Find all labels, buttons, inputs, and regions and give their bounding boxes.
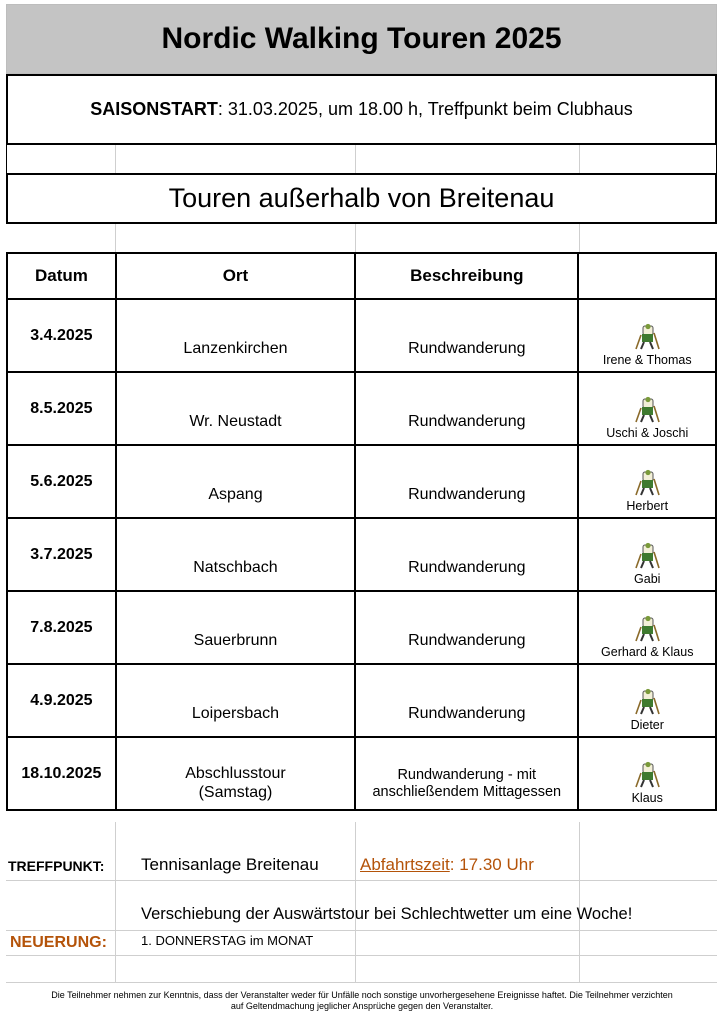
row-ort — [116, 299, 355, 372]
season-start-text: : 31.03.2025, um 18.00 h, Treffpunkt beim Clubhaus — [217, 99, 633, 119]
row-ort-line-1: Natschbach — [193, 559, 278, 576]
row-description-line-1: Rundwanderung - mit — [397, 766, 537, 783]
bad-weather-note: Verschiebung der Auswärtstour bei Schlechtwetter um eine Woche! — [141, 905, 633, 923]
row-guide — [578, 299, 716, 372]
abfahrt-info — [360, 855, 534, 875]
table-row — [7, 445, 716, 518]
row-date: 4.9.2025 — [7, 664, 116, 737]
row-ort — [116, 737, 355, 810]
row-guide — [578, 372, 716, 445]
row-description — [355, 372, 578, 445]
row-ort-line-1: Lanzenkirchen — [183, 340, 288, 357]
row-guide-name: Dieter — [630, 718, 664, 732]
row-date: 7.8.2025 — [7, 591, 116, 664]
row-description-line-1: Rundwanderung — [408, 559, 526, 576]
table-row — [7, 372, 716, 445]
row-description — [355, 299, 578, 372]
row-ort — [116, 664, 355, 737]
row-ort-line-1: Abschlusstour — [185, 764, 286, 782]
section-subtitle-text: Touren außerhalb von Breitenau — [168, 183, 555, 213]
row-guide-name: Uschi & Joschi — [606, 426, 689, 440]
page-title-text: Nordic Walking Touren 2025 — [161, 22, 562, 55]
row-guide-name: Klaus — [631, 791, 663, 805]
table-row — [7, 299, 716, 372]
treffpunkt-value: Tennisanlage Breitenau — [141, 855, 319, 874]
row-ort-line-2: (Samstag) — [198, 783, 273, 801]
row-description-line-1: Rundwanderung — [408, 705, 526, 722]
row-guide — [578, 445, 716, 518]
row-guide — [578, 664, 716, 737]
row-guide-name: Gabi — [634, 572, 661, 586]
disclaimer-line-1: Die Teilnehmer nehmen zur Kenntnis, dass der Veranstalter weder für Unfälle noch sonstige unvorhergesehene Ereignisse haftet. Die Teilnehmer verzichten — [51, 990, 673, 1000]
row-ort — [116, 591, 355, 664]
row-ort — [116, 445, 355, 518]
nordic-walker-icon — [632, 761, 662, 789]
row-guide-name: Irene & Thomas — [602, 353, 692, 367]
treffpunkt-label: TREFFPUNKT: — [8, 858, 105, 874]
season-start-label: SAISONSTART — [90, 99, 218, 119]
row-ort-line-1: Aspang — [208, 486, 263, 503]
nordic-walker-icon — [632, 542, 662, 570]
row-guide-name: Gerhard & Klaus — [601, 645, 694, 659]
header-ort: Ort — [116, 253, 355, 299]
neuerung-value: 1. DONNERSTAG im MONAT — [141, 933, 314, 948]
row-date: 3.4.2025 — [7, 299, 116, 372]
nordic-walker-icon — [632, 615, 662, 643]
table-row — [7, 591, 716, 664]
row-description — [355, 445, 578, 518]
section-subtitle — [6, 173, 717, 224]
nordic-walker-icon — [632, 323, 662, 351]
table-row — [7, 518, 716, 591]
row-description-line-1: Rundwanderung — [408, 413, 526, 430]
row-date: 3.7.2025 — [7, 518, 116, 591]
neuerung-label: NEUERUNG: — [10, 934, 107, 951]
row-description — [355, 737, 578, 810]
row-guide-name: Herbert — [626, 499, 669, 513]
disclaimer-line-2: auf Geltendmachung jeglicher Ansprüche gegen den Veranstalter. — [230, 1001, 494, 1011]
row-guide — [578, 737, 716, 810]
page-title — [6, 4, 717, 74]
row-description — [355, 518, 578, 591]
row-ort — [116, 518, 355, 591]
nordic-walker-icon — [632, 396, 662, 424]
header-datum: Datum — [7, 253, 116, 299]
row-ort-line-1: Sauerbrunn — [193, 632, 278, 649]
nordic-walker-icon — [632, 688, 662, 716]
row-date: 8.5.2025 — [7, 372, 116, 445]
row-description — [355, 591, 578, 664]
row-date: 5.6.2025 — [7, 445, 116, 518]
nordic-walker-icon — [632, 469, 662, 497]
row-guide — [578, 591, 716, 664]
disclaimer — [10, 990, 714, 1012]
row-guide — [578, 518, 716, 591]
row-ort — [116, 372, 355, 445]
row-description-line-1: Rundwanderung — [408, 486, 526, 503]
table-header-row — [7, 253, 716, 299]
row-description-line-1: Rundwanderung — [408, 340, 526, 357]
season-start-box — [6, 74, 717, 145]
row-description — [355, 664, 578, 737]
row-date: 18.10.2025 — [7, 737, 116, 810]
table-row — [7, 737, 716, 810]
table-row — [7, 664, 716, 737]
row-description-line-2: anschließendem Mittagessen — [372, 783, 562, 800]
row-ort-line-1: Wr. Neustadt — [189, 413, 282, 430]
abfahrt-label: Abfahrtszeit — [360, 855, 450, 874]
header-beschreibung: Beschreibung — [355, 253, 578, 299]
row-description-line-1: Rundwanderung — [408, 632, 526, 649]
header-guide — [578, 253, 716, 299]
row-ort-line-1: Loipersbach — [191, 705, 280, 722]
abfahrt-value: : 17.30 Uhr — [449, 855, 534, 874]
tours-table — [6, 252, 717, 811]
